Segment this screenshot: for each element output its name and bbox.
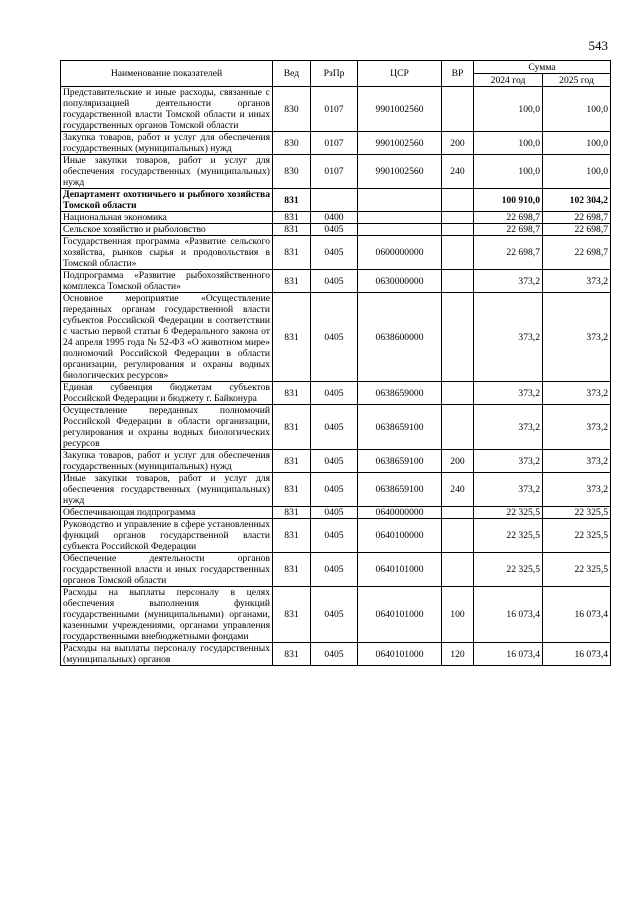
row-ved-cell: 830 xyxy=(273,132,311,155)
table-row xyxy=(61,270,611,293)
row-csr-cell: 0630000000 xyxy=(358,270,442,293)
row-ved-cell: 831 xyxy=(273,224,311,236)
row-sum-2025-cell: 373,2 xyxy=(543,450,611,473)
row-sum-2025-cell: 22 325,5 xyxy=(543,519,611,553)
row-name-cell: Представительские и иные расходы, связанные с популяризацией деятельности органов государственной власти Томской области и иных государственных органов Томской области xyxy=(61,87,273,132)
row-rzpr-cell: 0107 xyxy=(311,132,358,155)
table-row xyxy=(61,382,611,405)
header-ved: Вед xyxy=(273,61,311,87)
row-sum-2024-cell: 22 698,7 xyxy=(474,236,543,270)
row-csr-cell: 0638600000 xyxy=(358,293,442,382)
table-row xyxy=(61,155,611,189)
row-ved-cell: 830 xyxy=(273,87,311,132)
row-ved-cell: 831 xyxy=(273,405,311,450)
row-ved-cell: 831 xyxy=(273,450,311,473)
table-body xyxy=(61,87,611,666)
table-header xyxy=(61,61,611,87)
row-sum-2025-cell: 100,0 xyxy=(543,132,611,155)
row-sum-2025-cell: 22 698,7 xyxy=(543,212,611,224)
row-rzpr-cell: 0400 xyxy=(311,212,358,224)
row-sum-2025-cell: 373,2 xyxy=(543,270,611,293)
row-vr-cell xyxy=(442,553,474,587)
row-ved-cell: 831 xyxy=(273,293,311,382)
table-row xyxy=(61,643,611,666)
header-sum: Сумма xyxy=(474,61,611,74)
row-sum-2025-cell: 22 325,5 xyxy=(543,507,611,519)
row-rzpr-cell: 0405 xyxy=(311,553,358,587)
row-sum-2024-cell: 100,0 xyxy=(474,87,543,132)
row-name-cell: Расходы на выплаты персоналу государственных (муниципальных) органов xyxy=(61,643,273,666)
row-sum-2024-cell: 22 698,7 xyxy=(474,224,543,236)
row-sum-2024-cell: 16 073,4 xyxy=(474,587,543,643)
row-sum-2025-cell: 22 698,7 xyxy=(543,236,611,270)
row-csr-cell: 0638659100 xyxy=(358,450,442,473)
row-rzpr-cell: 0405 xyxy=(311,382,358,405)
table-row xyxy=(61,587,611,643)
table-row xyxy=(61,519,611,553)
row-ved-cell: 831 xyxy=(273,236,311,270)
row-rzpr-cell: 0405 xyxy=(311,270,358,293)
row-rzpr-cell: 0405 xyxy=(311,473,358,507)
row-vr-cell xyxy=(442,236,474,270)
row-rzpr-cell: 0405 xyxy=(311,450,358,473)
row-rzpr-cell: 0405 xyxy=(311,224,358,236)
row-name-cell: Государственная программа «Развитие сельского хозяйства, рынков сырья и продовольствия в Томской области» xyxy=(61,236,273,270)
header-name: Наименование показателей xyxy=(61,61,273,87)
row-csr-cell: 9901002560 xyxy=(358,155,442,189)
row-ved-cell: 830 xyxy=(273,155,311,189)
row-csr-cell: 0640101000 xyxy=(358,643,442,666)
row-rzpr-cell: 0405 xyxy=(311,587,358,643)
row-sum-2024-cell: 22 325,5 xyxy=(474,553,543,587)
row-csr-cell xyxy=(358,189,442,212)
row-ved-cell: 831 xyxy=(273,270,311,293)
row-sum-2025-cell: 373,2 xyxy=(543,293,611,382)
row-csr-cell: 0640000000 xyxy=(358,507,442,519)
table-row xyxy=(61,224,611,236)
row-vr-cell: 200 xyxy=(442,450,474,473)
row-rzpr-cell: 0405 xyxy=(311,643,358,666)
row-rzpr-cell: 0107 xyxy=(311,155,358,189)
table-row xyxy=(61,189,611,212)
row-csr-cell: 0638659100 xyxy=(358,405,442,450)
header-rzpr: РзПр xyxy=(311,61,358,87)
row-rzpr-cell: 0107 xyxy=(311,87,358,132)
table-row xyxy=(61,212,611,224)
row-vr-cell: 120 xyxy=(442,643,474,666)
header-csr: ЦСР xyxy=(358,61,442,87)
table-row xyxy=(61,450,611,473)
row-vr-cell xyxy=(442,224,474,236)
row-name-cell: Сельское хозяйство и рыболовство xyxy=(61,224,273,236)
row-sum-2024-cell: 373,2 xyxy=(474,293,543,382)
row-sum-2024-cell: 373,2 xyxy=(474,473,543,507)
row-vr-cell xyxy=(442,87,474,132)
row-csr-cell: 0640101000 xyxy=(358,553,442,587)
row-sum-2025-cell: 100,0 xyxy=(543,155,611,189)
row-csr-cell: 9901002560 xyxy=(358,87,442,132)
row-sum-2024-cell: 373,2 xyxy=(474,270,543,293)
header-year-2025: 2025 год xyxy=(543,74,611,87)
row-csr-cell: 0640100000 xyxy=(358,519,442,553)
row-vr-cell xyxy=(442,507,474,519)
row-name-cell: Основное мероприятие «Осуществление переданных органам государственной власти субъектов Российской Федерации в соответствии с частью первой статьи 6 Федерального закона от 24 апреля 1995 года № 52-ФЗ «О животном мире» полномочий Российской Федерации в области организации, регулирования и охраны водных биологических ресурсов» xyxy=(61,293,273,382)
row-ved-cell: 831 xyxy=(273,189,311,212)
row-rzpr-cell: 0405 xyxy=(311,405,358,450)
row-name-cell: Подпрограмма «Развитие рыбохозяйственного комплекса Томской области» xyxy=(61,270,273,293)
row-rzpr-cell: 0405 xyxy=(311,293,358,382)
row-sum-2025-cell: 16 073,4 xyxy=(543,587,611,643)
row-name-cell: Единая субвенция бюджетам субъектов Российской Федерации и бюджету г. Байконура xyxy=(61,382,273,405)
row-rzpr-cell xyxy=(311,189,358,212)
row-ved-cell: 831 xyxy=(273,382,311,405)
table-row xyxy=(61,405,611,450)
row-ved-cell: 831 xyxy=(273,212,311,224)
row-name-cell: Расходы на выплаты персоналу в целях обеспечения выполнения функций государственными (муниципальными) органами, казенными учреждениями, органами управления государственными внебюджетными фондами xyxy=(61,587,273,643)
header-vr: ВР xyxy=(442,61,474,87)
table-row xyxy=(61,132,611,155)
row-vr-cell: 200 xyxy=(442,132,474,155)
row-sum-2024-cell: 16 073,4 xyxy=(474,643,543,666)
row-ved-cell: 831 xyxy=(273,507,311,519)
row-name-cell: Национальная экономика xyxy=(61,212,273,224)
table-row xyxy=(61,553,611,587)
row-csr-cell: 0638659000 xyxy=(358,382,442,405)
row-name-cell: Департамент охотничьего и рыбного хозяйства Томской области xyxy=(61,189,273,212)
row-name-cell: Закупка товаров, работ и услуг для обеспечения государственных (муниципальных) нужд xyxy=(61,450,273,473)
row-sum-2025-cell: 373,2 xyxy=(543,382,611,405)
table-row xyxy=(61,236,611,270)
row-sum-2024-cell: 100 910,0 xyxy=(474,189,543,212)
row-vr-cell xyxy=(442,293,474,382)
row-csr-cell xyxy=(358,224,442,236)
row-sum-2024-cell: 373,2 xyxy=(474,450,543,473)
row-sum-2024-cell: 100,0 xyxy=(474,155,543,189)
row-csr-cell: 0640101000 xyxy=(358,587,442,643)
row-ved-cell: 831 xyxy=(273,643,311,666)
row-sum-2025-cell: 100,0 xyxy=(543,87,611,132)
row-rzpr-cell: 0405 xyxy=(311,236,358,270)
row-sum-2025-cell: 22 698,7 xyxy=(543,224,611,236)
page-number: 543 xyxy=(588,38,608,53)
row-ved-cell: 831 xyxy=(273,587,311,643)
row-sum-2024-cell: 22 698,7 xyxy=(474,212,543,224)
row-name-cell: Обеспечивающая подпрограмма xyxy=(61,507,273,519)
row-ved-cell: 831 xyxy=(273,473,311,507)
row-sum-2025-cell: 373,2 xyxy=(543,473,611,507)
row-csr-cell: 0638659100 xyxy=(358,473,442,507)
row-sum-2025-cell: 22 325,5 xyxy=(543,553,611,587)
table-row xyxy=(61,293,611,382)
row-csr-cell: 0600000000 xyxy=(358,236,442,270)
row-rzpr-cell: 0405 xyxy=(311,507,358,519)
table-row xyxy=(61,507,611,519)
row-csr-cell: 9901002560 xyxy=(358,132,442,155)
row-vr-cell: 100 xyxy=(442,587,474,643)
header-year-2024: 2024 год xyxy=(474,74,543,87)
row-ved-cell: 831 xyxy=(273,553,311,587)
table-row xyxy=(61,87,611,132)
row-name-cell: Осуществление переданных полномочий Российской Федерации в области организации, регулирования и охраны водных биологических ресурсов xyxy=(61,405,273,450)
row-vr-cell: 240 xyxy=(442,473,474,507)
row-sum-2024-cell: 22 325,5 xyxy=(474,519,543,553)
row-vr-cell xyxy=(442,382,474,405)
row-name-cell: Иные закупки товаров, работ и услуг для обеспечения государственных (муниципальных) нужд xyxy=(61,155,273,189)
row-sum-2025-cell: 16 073,4 xyxy=(543,643,611,666)
row-sum-2025-cell: 373,2 xyxy=(543,405,611,450)
row-ved-cell: 831 xyxy=(273,519,311,553)
row-name-cell: Обеспечение деятельности органов государственной власти и иных государственных органов Томской области xyxy=(61,553,273,587)
row-sum-2024-cell: 100,0 xyxy=(474,132,543,155)
row-vr-cell xyxy=(442,519,474,553)
row-vr-cell xyxy=(442,405,474,450)
row-vr-cell xyxy=(442,212,474,224)
row-name-cell: Иные закупки товаров, работ и услуг для обеспечения государственных (муниципальных) нужд xyxy=(61,473,273,507)
row-rzpr-cell: 0405 xyxy=(311,519,358,553)
row-name-cell: Закупка товаров, работ и услуг для обеспечения государственных (муниципальных) нужд xyxy=(61,132,273,155)
row-sum-2025-cell: 102 304,2 xyxy=(543,189,611,212)
row-sum-2024-cell: 22 325,5 xyxy=(474,507,543,519)
row-name-cell: Руководство и управление в сфере установленных функций органов государственной власти субъекта Российской Федерации xyxy=(61,519,273,553)
row-vr-cell: 240 xyxy=(442,155,474,189)
row-vr-cell xyxy=(442,189,474,212)
table-row xyxy=(61,473,611,507)
row-csr-cell xyxy=(358,212,442,224)
budget-table xyxy=(60,60,611,666)
row-sum-2024-cell: 373,2 xyxy=(474,405,543,450)
row-sum-2024-cell: 373,2 xyxy=(474,382,543,405)
row-vr-cell xyxy=(442,270,474,293)
